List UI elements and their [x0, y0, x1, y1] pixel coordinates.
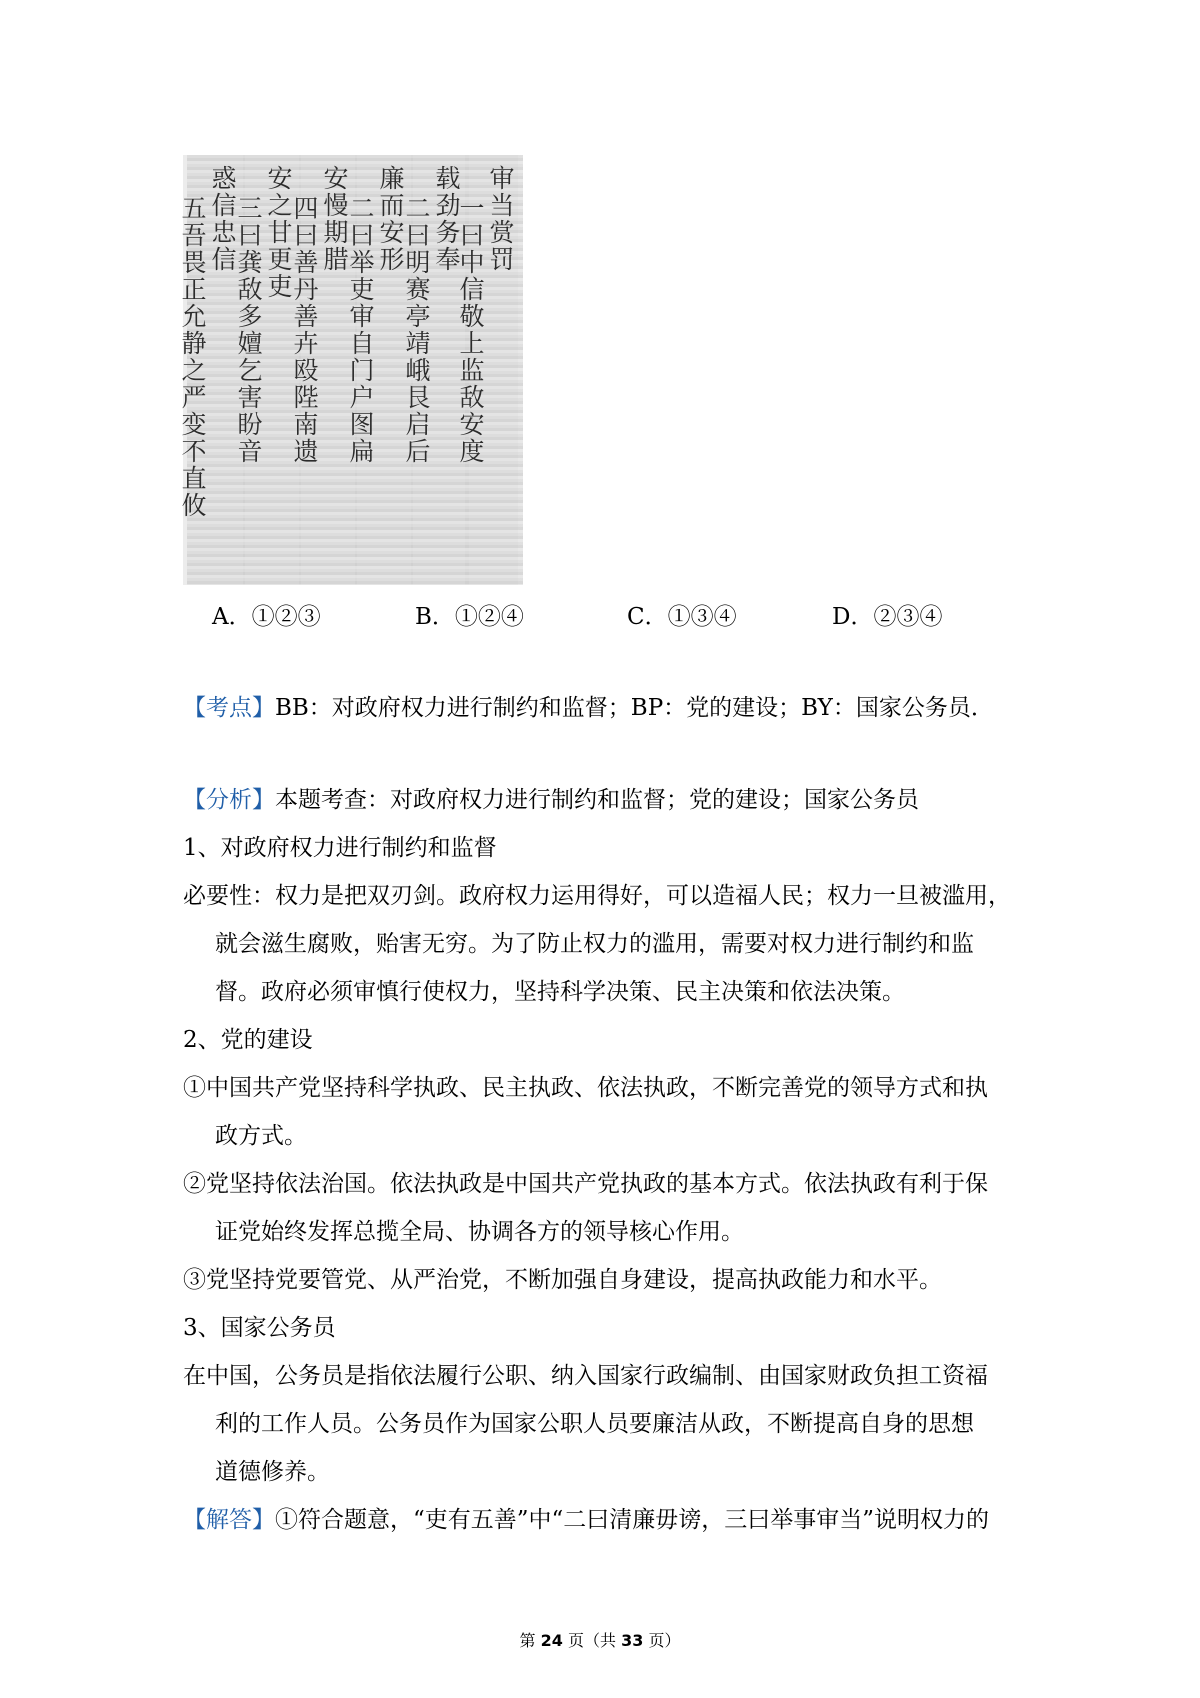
body-line: 就会滋生腐败，贻害无穷。为了防止权力的滥用，需要对权力进行制约和监 — [215, 931, 974, 957]
slip-top-text: 审当赏罚 — [486, 165, 515, 273]
footer-suffix: 页） — [643, 1631, 681, 1650]
answer-options — [212, 598, 1012, 638]
option-b: B．①②④ — [415, 604, 524, 630]
body-line: 必要性：权力是把双刃剑。政府权力运用得好，可以造福人民；权力一旦被滥用， — [183, 883, 1011, 909]
body-line: ①中国共产党坚持科学执政、民主执政、依法执政，不断完善党的领导方式和执 — [183, 1075, 988, 1101]
body-line: 2、党的建设 — [183, 1027, 313, 1053]
body-line: ③党坚持党要管党、从严治党，不断加强自身建设，提高执政能力和水平。 — [183, 1267, 942, 1293]
fenxi-label: 【分析】 — [183, 787, 275, 813]
fenxi-text: 本题考查：对政府权力进行制约和监督；党的建设；国家公务员 — [275, 787, 919, 813]
kaodian-text: BB：对政府权力进行制约和监督；BP：党的建设；BY：国家公务员． — [275, 695, 994, 721]
body-line: 证党始终发挥总揽全局、协调各方的领导核心作用。 — [215, 1219, 744, 1245]
body-line: 1、对政府权力进行制约和监督 — [183, 835, 497, 861]
jieda-text: ①符合题意，“吏有五善”中“二曰清廉毋谤，三曰举事审当”说明权力的 — [275, 1507, 990, 1533]
option-c: C．①③④ — [627, 604, 737, 630]
slip-top-text: 安之甘更吏 — [264, 165, 293, 300]
body-line: 3、国家公务员 — [183, 1315, 336, 1341]
body-line: 在中国，公务员是指依法履行公职、纳入国家行政编制、由国家财政负担工资福 — [183, 1363, 988, 1389]
option-a: A．①②③ — [212, 604, 321, 630]
body-line: ②党坚持依法治国。依法执政是中国共产党执政的基本方式。依法执政有利于保 — [183, 1171, 988, 1197]
slip-bottom-text: 一曰中信敬上监敌安度 — [456, 195, 485, 465]
slip-top-text: 载劲务奉 — [432, 165, 461, 273]
slip-top-text: 惑信忠信 — [208, 165, 237, 273]
kaodian-line — [183, 690, 994, 726]
slip-bottom-text: 四曰善丹善卉殴陛南遗 — [290, 195, 319, 465]
slip-top-text: 廉而安形 — [376, 165, 405, 273]
option-d: D．②③④ — [832, 604, 943, 630]
slip-top-text: 安慢期腊 — [320, 165, 349, 273]
jieda-label: 【解答】 — [183, 1507, 275, 1533]
slip-bottom-text: 五吾畏正允静之严变不直攸 — [178, 195, 207, 519]
footer-page-number: 24 — [540, 1631, 563, 1650]
body-line: 利的工作人员。公务员作为国家公职人员要廉洁从政，不断提高自身的思想 — [215, 1411, 974, 1437]
bamboo-slips-image — [178, 155, 518, 585]
footer-mid: 页（共 — [562, 1631, 622, 1650]
slip-bottom-text: 二曰举吏审自门户图扁 — [346, 195, 375, 465]
slip-bottom-text: 二曰明赛亭靖峨艮启后 — [402, 195, 431, 465]
footer-prefix: 第 — [519, 1631, 541, 1650]
footer-total-pages: 33 — [621, 1631, 644, 1650]
fenxi-line — [183, 782, 919, 818]
body-line: 督。政府必须审慎行使权力，坚持科学决策、民主决策和依法决策。 — [215, 979, 905, 1005]
body-line: 政方式。 — [215, 1123, 307, 1149]
body-line: 道德修养。 — [215, 1459, 330, 1485]
kaodian-label: 【考点】 — [183, 695, 275, 721]
page-footer — [0, 1628, 1200, 1651]
jieda-line — [183, 1502, 989, 1538]
bamboo-slip — [456, 155, 523, 585]
slip-bottom-text: 三曰龚敌多嬗乞害盼音 — [234, 195, 263, 465]
